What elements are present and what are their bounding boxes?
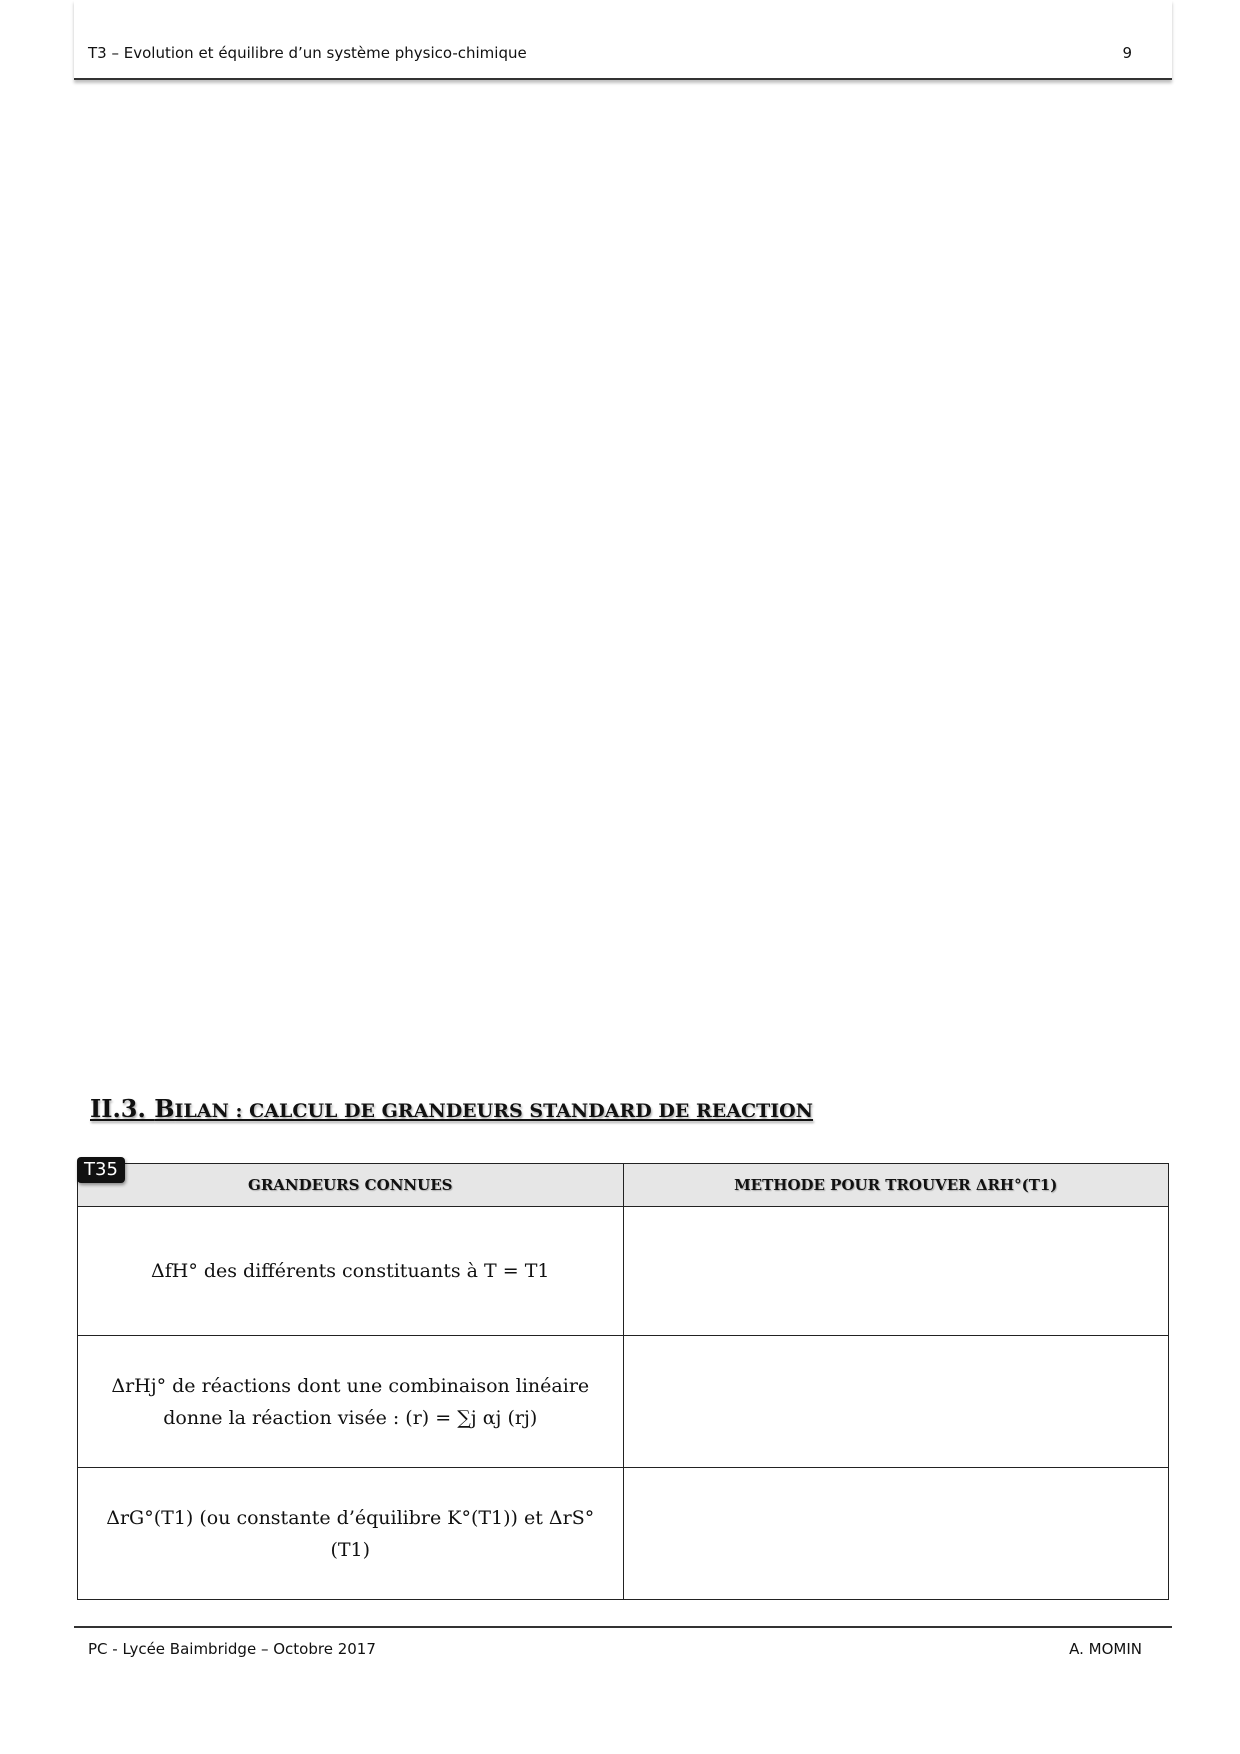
table-row bbox=[78, 1207, 1169, 1336]
known-quantity-cell: ΔrG°(T1) (ou constante d’équilibre K°(T1)) et ΔrS°(T1) bbox=[78, 1468, 624, 1600]
table-row bbox=[78, 1468, 1169, 1600]
section-heading bbox=[90, 1094, 813, 1123]
footer-author: A. MOMIN bbox=[1069, 1640, 1142, 1658]
page-footer bbox=[74, 1626, 1172, 1668]
column-header-method: METHODE POUR TROUVER ΔRH°(T1) bbox=[623, 1164, 1169, 1207]
known-quantity-cell: ΔrHj° de réactions dont une combinaison linéaire donne la réaction visée : (r) = ∑j αj (rj) bbox=[78, 1336, 624, 1468]
summary-table bbox=[77, 1163, 1169, 1600]
method-cell[interactable] bbox=[623, 1468, 1169, 1600]
known-quantity-cell: ΔfH° des différents constituants à T = T1 bbox=[78, 1207, 624, 1336]
section-number: II.3. bbox=[90, 1094, 155, 1123]
table-header-row bbox=[78, 1164, 1169, 1207]
summary-table-container bbox=[77, 1159, 1169, 1600]
table-row bbox=[78, 1336, 1169, 1468]
section-title-initial: B bbox=[154, 1094, 175, 1123]
table-tag-badge: T35 bbox=[77, 1157, 125, 1183]
method-cell[interactable] bbox=[623, 1336, 1169, 1468]
footer-school: PC - Lycée Baimbridge – Octobre 2017 bbox=[88, 1640, 376, 1658]
page-number: 9 bbox=[1122, 44, 1132, 62]
section-title-rest: ILAN : CALCUL DE GRANDEURS STANDARD DE REACTION bbox=[174, 1100, 814, 1122]
page-header bbox=[74, 0, 1172, 80]
document-title: T3 – Evolution et équilibre d’un système physico-chimique bbox=[88, 44, 527, 62]
column-header-known: GRANDEURS CONNUES bbox=[78, 1164, 624, 1207]
method-cell[interactable] bbox=[623, 1207, 1169, 1336]
